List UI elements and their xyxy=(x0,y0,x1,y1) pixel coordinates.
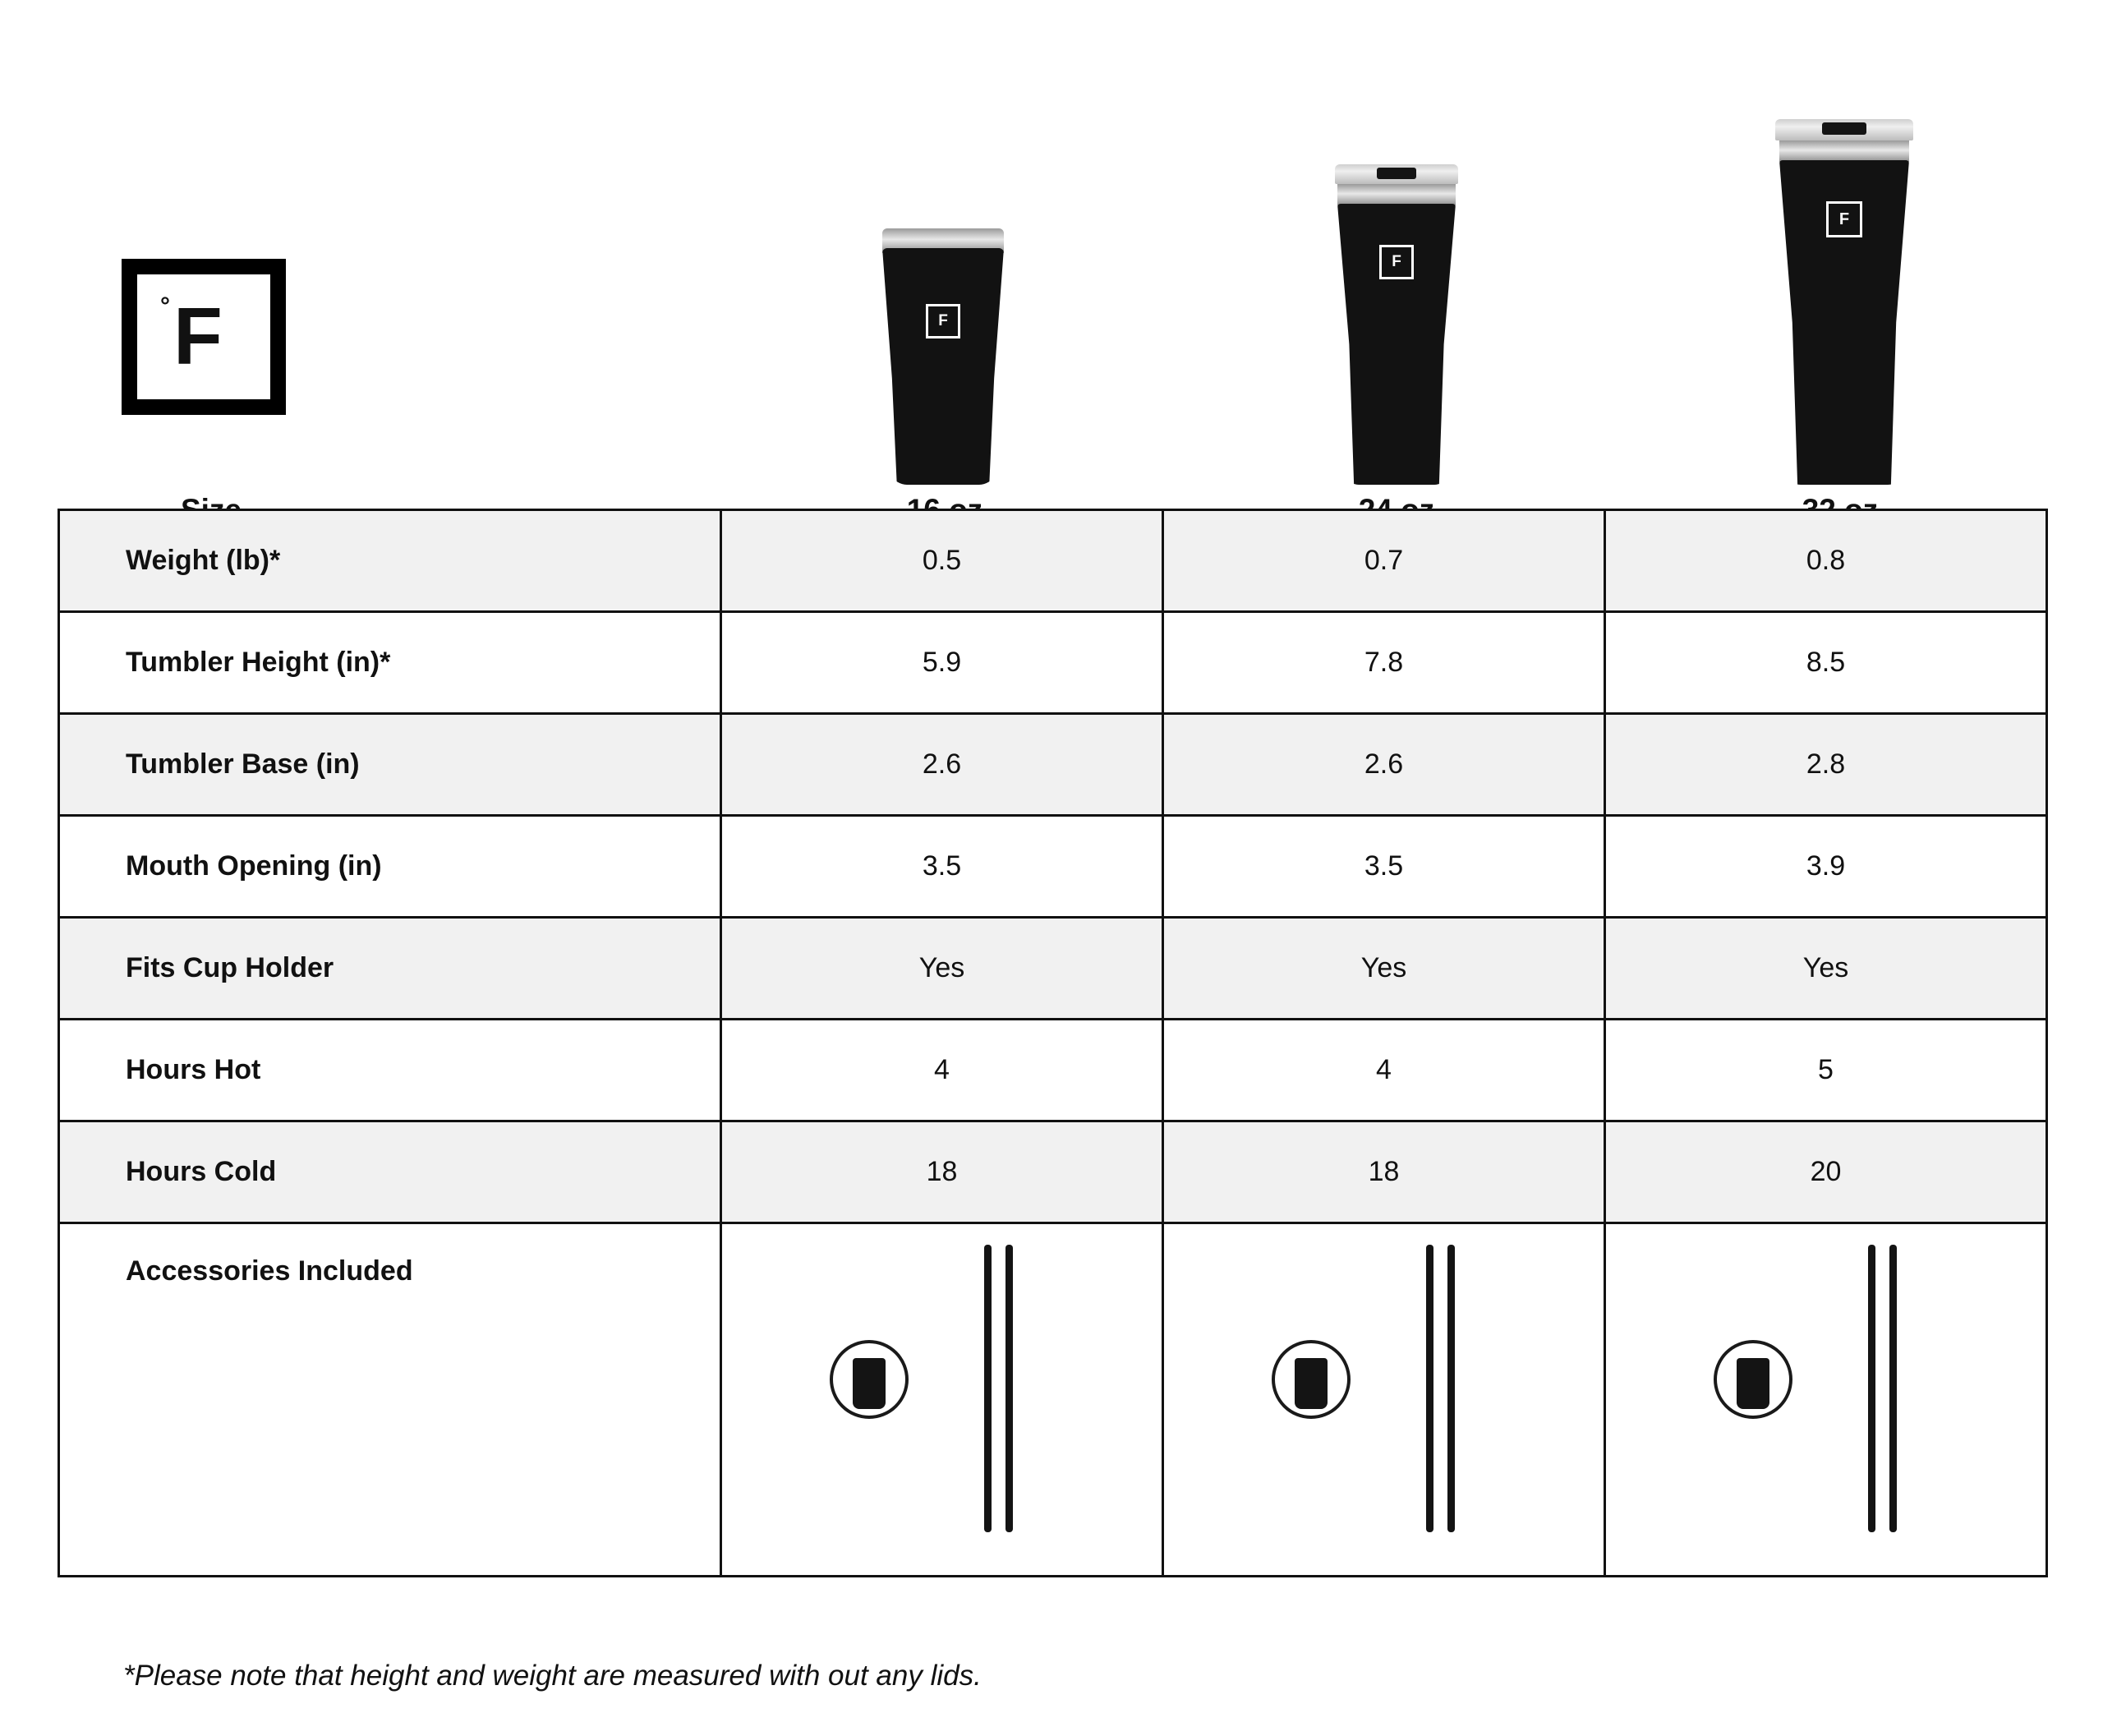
table-row xyxy=(59,1121,2047,1223)
table-row xyxy=(59,816,2047,918)
cell-16oz: 4 xyxy=(721,1020,1163,1121)
logo-letter: F xyxy=(173,291,221,381)
row-label: Hours Hot xyxy=(59,1020,721,1121)
tumbler-image-24oz xyxy=(1265,164,1528,485)
logo-box-icon xyxy=(122,259,286,415)
footnote: *Please note that height and weight are measured with out any lids. xyxy=(123,1660,982,1692)
lid-icon xyxy=(1714,1340,1792,1419)
cell-32oz: Yes xyxy=(1605,918,2047,1020)
steel-rim-icon xyxy=(1779,140,1909,162)
accessory-art xyxy=(1607,1225,2045,1554)
cell-32oz: 20 xyxy=(1605,1121,2047,1223)
cell-32oz: 0.8 xyxy=(1605,510,2047,612)
cell-16oz: Yes xyxy=(721,918,1163,1020)
degree-symbol: ° xyxy=(160,292,170,320)
spec-table xyxy=(58,509,2048,1577)
lid-spout-icon xyxy=(1737,1358,1769,1409)
accessories-24oz xyxy=(1163,1223,1605,1577)
row-label: Accessories Included xyxy=(59,1223,721,1577)
straw-icon xyxy=(1426,1245,1433,1532)
row-label: Hours Cold xyxy=(59,1121,721,1223)
row-label: Weight (lb)* xyxy=(59,510,721,612)
straw-icon xyxy=(1889,1245,1897,1532)
tumbler-logo-badge-icon: F xyxy=(1826,201,1862,237)
table-row xyxy=(59,1020,2047,1121)
straw-icon xyxy=(984,1245,992,1532)
lid-spout-icon xyxy=(1295,1358,1328,1409)
tumbler-logo-badge-icon: F xyxy=(926,304,960,338)
lid-tab-icon xyxy=(1377,168,1416,179)
table-row-accessories xyxy=(59,1223,2047,1577)
row-label: Tumbler Base (in) xyxy=(59,714,721,816)
header-area xyxy=(58,49,2045,485)
table-row xyxy=(59,510,2047,612)
cell-32oz: 2.8 xyxy=(1605,714,2047,816)
cell-24oz: 3.5 xyxy=(1163,816,1605,918)
table-row xyxy=(59,714,2047,816)
row-label: Mouth Opening (in) xyxy=(59,816,721,918)
tumbler-image-16oz xyxy=(812,214,1075,485)
cell-32oz: 5 xyxy=(1605,1020,2047,1121)
cell-16oz: 3.5 xyxy=(721,816,1163,918)
cell-32oz: 8.5 xyxy=(1605,612,2047,714)
row-label: Fits Cup Holder xyxy=(59,918,721,1020)
cell-24oz: 2.6 xyxy=(1163,714,1605,816)
cell-32oz: 3.9 xyxy=(1605,816,2047,918)
cell-24oz: 18 xyxy=(1163,1121,1605,1223)
straw-icon xyxy=(1868,1245,1875,1532)
accessory-art xyxy=(1165,1225,1603,1554)
row-label: Tumbler Height (in)* xyxy=(59,612,721,714)
lid-tab-icon xyxy=(1822,122,1866,135)
accessories-16oz xyxy=(721,1223,1163,1577)
straw-icon xyxy=(1005,1245,1013,1532)
cell-16oz: 2.6 xyxy=(721,714,1163,816)
straw-icon xyxy=(1447,1245,1455,1532)
brand-logo xyxy=(122,259,296,423)
accessories-32oz xyxy=(1605,1223,2047,1577)
tumbler-logo-badge-icon: F xyxy=(1379,245,1414,279)
tumbler-body-16oz xyxy=(882,248,1004,485)
tumbler-image-32oz xyxy=(1709,119,1980,485)
cell-24oz: 4 xyxy=(1163,1020,1605,1121)
cell-16oz: 0.5 xyxy=(721,510,1163,612)
steel-rim-icon xyxy=(1337,184,1456,205)
lid-icon xyxy=(830,1340,909,1419)
cell-24oz: 0.7 xyxy=(1163,510,1605,612)
table-row xyxy=(59,612,2047,714)
table-row xyxy=(59,918,2047,1020)
cell-24oz: Yes xyxy=(1163,918,1605,1020)
lid-icon xyxy=(1272,1340,1351,1419)
accessory-art xyxy=(723,1225,1161,1554)
lid-spout-icon xyxy=(853,1358,886,1409)
cell-16oz: 18 xyxy=(721,1121,1163,1223)
cell-16oz: 5.9 xyxy=(721,612,1163,714)
cell-24oz: 7.8 xyxy=(1163,612,1605,714)
